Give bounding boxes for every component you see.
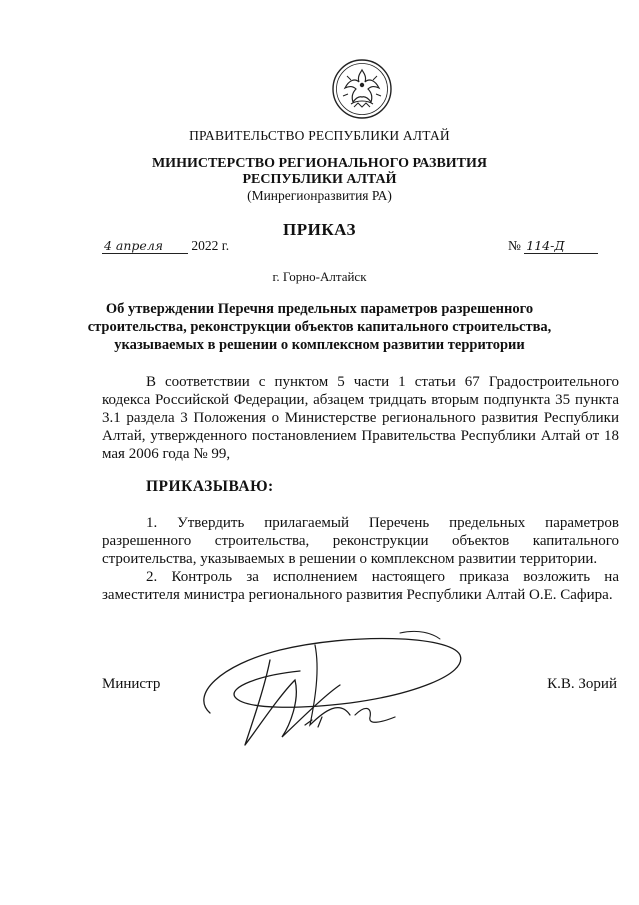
number-sign: № [508,238,521,253]
order-item-1: 1. Утвердить прилагаемый Перечень предельных параметров разрешенного строительства, реконструкции объектов капитального строительства, указываемых в решении о комплексном развитии территории. [102,515,619,567]
ministry-name-line1: МИНИСТЕРСТВО РЕГИОНАЛЬНОГО РАЗВИТИЯ [151,156,488,171]
order-date [102,238,229,254]
ministry-short-name: (Минрегионразвития РА) [247,188,392,203]
government-name: ПРАВИТЕЛЬСТВО РЕСПУБЛИКИ АЛТАЙ [189,128,450,143]
ministry-name [0,156,639,188]
order-title: ПРИКАЗ [283,220,356,239]
preamble-paragraph: В соответствии с пунктом 5 части 1 статьи 67 Градостроительного кодекса Российской Федерации, абзацем тридцать вторым подпункта 35 пункта 3.1 раздела 3 Положения о Министерстве регионального развития Республики Алтай, утвержденного постановлением Правительства Республики Алтай от 18 мая 2006 года № 99, [102,374,619,462]
signer-name: К.В. Зорий [547,676,617,692]
order-year: 2022 г. [191,238,230,253]
order-item-2: 2. Контроль за исполнением настоящего приказа возложить на заместителя министра регионального развития Республики Алтай О.Е. Сафира. [102,569,619,603]
ministry-name-line2: РЕСПУБЛИКИ АЛТАЙ [242,172,397,187]
order-number [508,238,598,254]
signer-position: Министр [102,676,161,692]
handwritten-date: 4 апреля [102,238,188,254]
decree-word: ПРИКАЗЫВАЮ: [146,478,274,495]
subject-line2: строительства, реконструкции объектов капитального строительства, [87,319,552,335]
subject-line3: указываемых в решении о комплексном развитии территории [114,337,525,353]
order-subject [0,300,639,354]
handwritten-number: 114-Д [524,238,598,254]
coat-of-arms-emblem [331,58,393,120]
subject-line1: Об утверждении Перечня предельных параметров разрешенного [105,301,534,317]
handwritten-signature [150,625,480,760]
order-city: г. Горно-Алтайск [272,269,367,284]
